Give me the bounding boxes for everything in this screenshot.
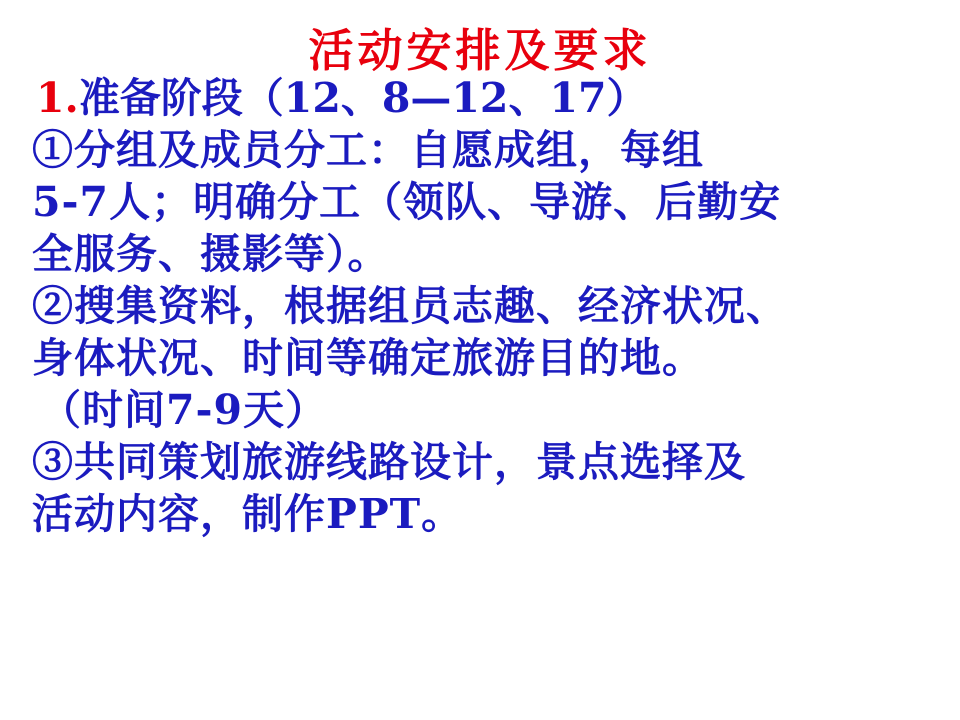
page-title: 活动安排及要求 bbox=[308, 24, 652, 77]
body-line-8: 活动内容，制作PPT。 bbox=[32, 490, 464, 538]
body-line-4: ②搜集资料，根据组员志趣、经济状况、 bbox=[32, 282, 788, 330]
section-heading-number: 1. bbox=[36, 74, 79, 122]
body-line-3: 全服务、摄影等）。 bbox=[32, 230, 390, 278]
body-line-2: 5-7人；明确分工（领队、导游、后勤安 bbox=[32, 178, 782, 226]
body-line-6: （时间7-9天） bbox=[40, 386, 328, 434]
body-line-5: 身体状况、时间等确定旅游目的地。 bbox=[32, 334, 704, 382]
body-line-7: ③共同策划旅游线路设计，景点选择及 bbox=[32, 438, 746, 486]
body-line-1: ①分组及成员分工：自愿成组，每组 bbox=[32, 126, 704, 174]
slide-body bbox=[0, 72, 960, 540]
section-heading bbox=[18, 72, 946, 124]
section-heading-text: 准备阶段（12、8—12、17） bbox=[78, 74, 648, 122]
